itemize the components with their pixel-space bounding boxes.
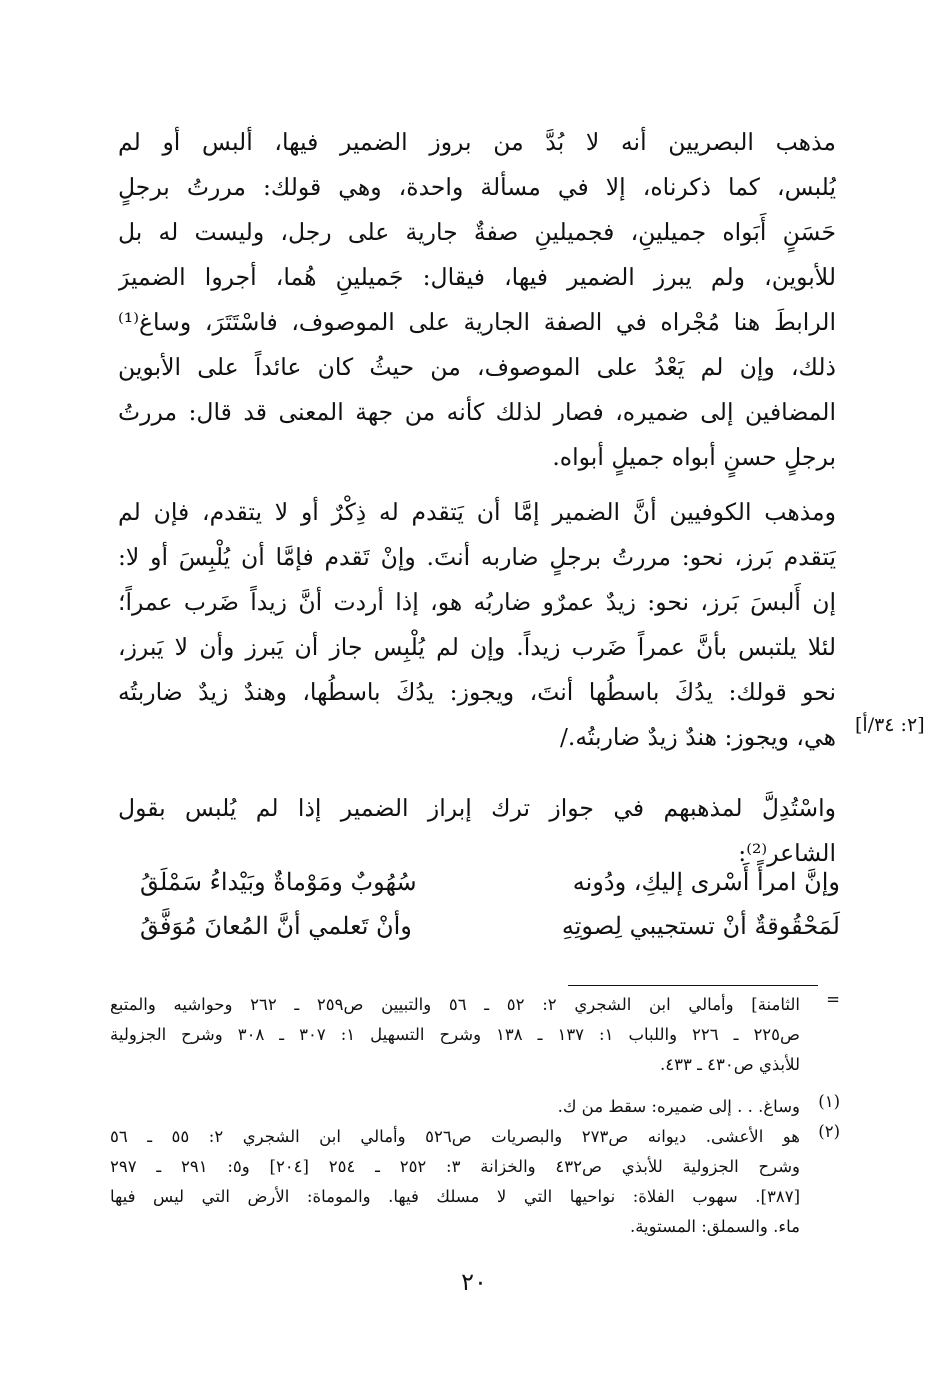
footnote-1 (110, 1092, 840, 1122)
footnote-continuation-marker: = (826, 990, 840, 1009)
footnote-line: [٣٨٧]. سهوب الفلاة: نواحيها التي لا مسلك فيها. والموماة: الأرض التي ليس فيها (110, 1187, 800, 1206)
text-line: لئلا يلتبس بأنَّ عمراً ضَرب زيداً. وإن لم يُلْبِس جاز أن يَبرز وأن لا يَبرز، (118, 633, 836, 661)
text-line: الشاعر⁽²⁾: (738, 839, 836, 867)
text-line: الرابطَ هنا مُجْراه في الصفة الجارية على الموصوف، فاسْتَتَرَ، وساغ⁽¹⁾ (118, 308, 836, 336)
footnote-line: ماء. والسملق: المستوية. (629, 1217, 800, 1236)
verse-second-hemistich: وأنْ تَعلمي أنَّ المُعانَ مُوَفَّقُ (140, 912, 412, 940)
footnote-continuation (110, 990, 840, 1080)
poetry-verse (140, 860, 840, 948)
text-line: نحو قولك: يدُكَ باسطُها أنتَ، ويجوز: يدُكَ باسطُها، وهندٌ زيدٌ ضاربتُه (118, 678, 836, 706)
footnote-line: ص٢٢٥ ـ ٢٢٦ واللباب ١: ١٣٧ ـ ١٣٨ وشرح التسهيل ١: ٣٠٧ ـ ٣٠٨ وشرح الجزولية (110, 1025, 800, 1044)
footnote (110, 1092, 840, 1122)
text-line: واسْتُدِلَّ لمذهبهم في جواز ترك إبراز الضمير إذا لم يُلبس بقول (118, 794, 836, 822)
verse-line (140, 904, 840, 948)
text-line: برجلٍ حسنٍ أبواه جميلٍ أبواه. (552, 443, 836, 471)
text-line: يُلبس، كما ذكرناه، إلا في مسألة واحدة، وهي قولك: مررتُ برجلٍ (118, 173, 836, 201)
text-line: إن أَلبسَ بَرز، نحو: زيدٌ عمرٌو ضاربُه هو، إذا أردت أنَّ زيداً ضَرب عمراً؛ (118, 588, 836, 616)
footnote-line: وشرح الجزولية للأبذي ص٤٣٢ والخزانة ٣: ٢٥٢ ـ ٢٥٤ [٢٠٤] و٥: ٢٩١ ـ ٢٩٧ (110, 1157, 800, 1176)
text-line: ذلك، وإن لم يَعْدُ على الموصوف، من حيثُ كان عائداً على الأبوين (118, 353, 836, 381)
footnote (110, 1122, 840, 1242)
footnote-2 (110, 1122, 840, 1242)
footnote-line: للأبذي ص٤٣٠ ـ ٤٣٣. (660, 1055, 800, 1074)
paragraph-kufans (118, 490, 836, 760)
text-line: هي، ويجوز: هندٌ زيدٌ ضاربتُه./ (559, 723, 836, 751)
footnote (110, 990, 840, 1080)
verse-first-hemistich: لَمَحْقُوقةٌ أنْ تستجيبي لِصوتِهِ (561, 912, 840, 940)
verse-first-hemistich: وإنَّ امرأً أَسْرى إليكِ، ودُونه (572, 868, 840, 896)
footnote-line: هو الأعشى. ديوانه ص٢٧٣ والبصريات ص٥٢٦ وأمالي ابن الشجري ٢: ٥٥ ـ ٥٦ (110, 1127, 800, 1146)
verse-second-hemistich: سُهُوبٌ ومَوْماةٌ وبَيْداءُ سَمْلَقُ (140, 868, 417, 896)
footnote-line: الثامنة] وأمالي ابن الشجري ٢: ٥٢ ـ ٥٦ والتبيين ص٢٥٩ ـ ٢٦٢ وحواشيه والمتبع (110, 995, 800, 1014)
text-line: المضافين إلى ضميره، فصار لذلك كأنه من جهة المعنى قد قال: مررتُ (118, 398, 836, 426)
text-line: مذهب البصريين أنه لا بُدَّ من بروز الضمير فيها، ألبس أو لم (118, 128, 836, 156)
footnote-number: (١) (818, 1092, 840, 1111)
verse-line (140, 860, 840, 904)
paragraph-basrans (118, 120, 836, 480)
page-number: ٢٠ (461, 1268, 487, 1296)
text-line: يَتقدم بَرز، نحو: مررتُ برجلٍ ضاربه أنتَ. وإنْ تَقدم فإمَّا أن يُلْبِسَ أو لا: (118, 543, 836, 571)
text-line: ومذهب الكوفيين أنَّ الضمير إمَّا أن يَتقدم له ذِكْرٌ أو لا يتقدم، فإن لم (118, 498, 836, 526)
manuscript-folio-marker: [٢: ٣٤/أ] (855, 714, 925, 736)
footnote-separator (568, 985, 818, 986)
footnote-line: وساغ. . . إلى ضميره: سقط من ك. (557, 1097, 800, 1116)
text-line: للأبوين، ولم يبرز الضمير فيها، فيقال: جَميلينِ هُما، أجروا الضميرَ (118, 263, 836, 291)
text-line: حَسَنٍ أَبَواه جميلينِ، فجميلينِ صفةٌ جارية على رجل، وليست له بل (118, 218, 836, 246)
footnote-number: (٢) (818, 1122, 840, 1141)
